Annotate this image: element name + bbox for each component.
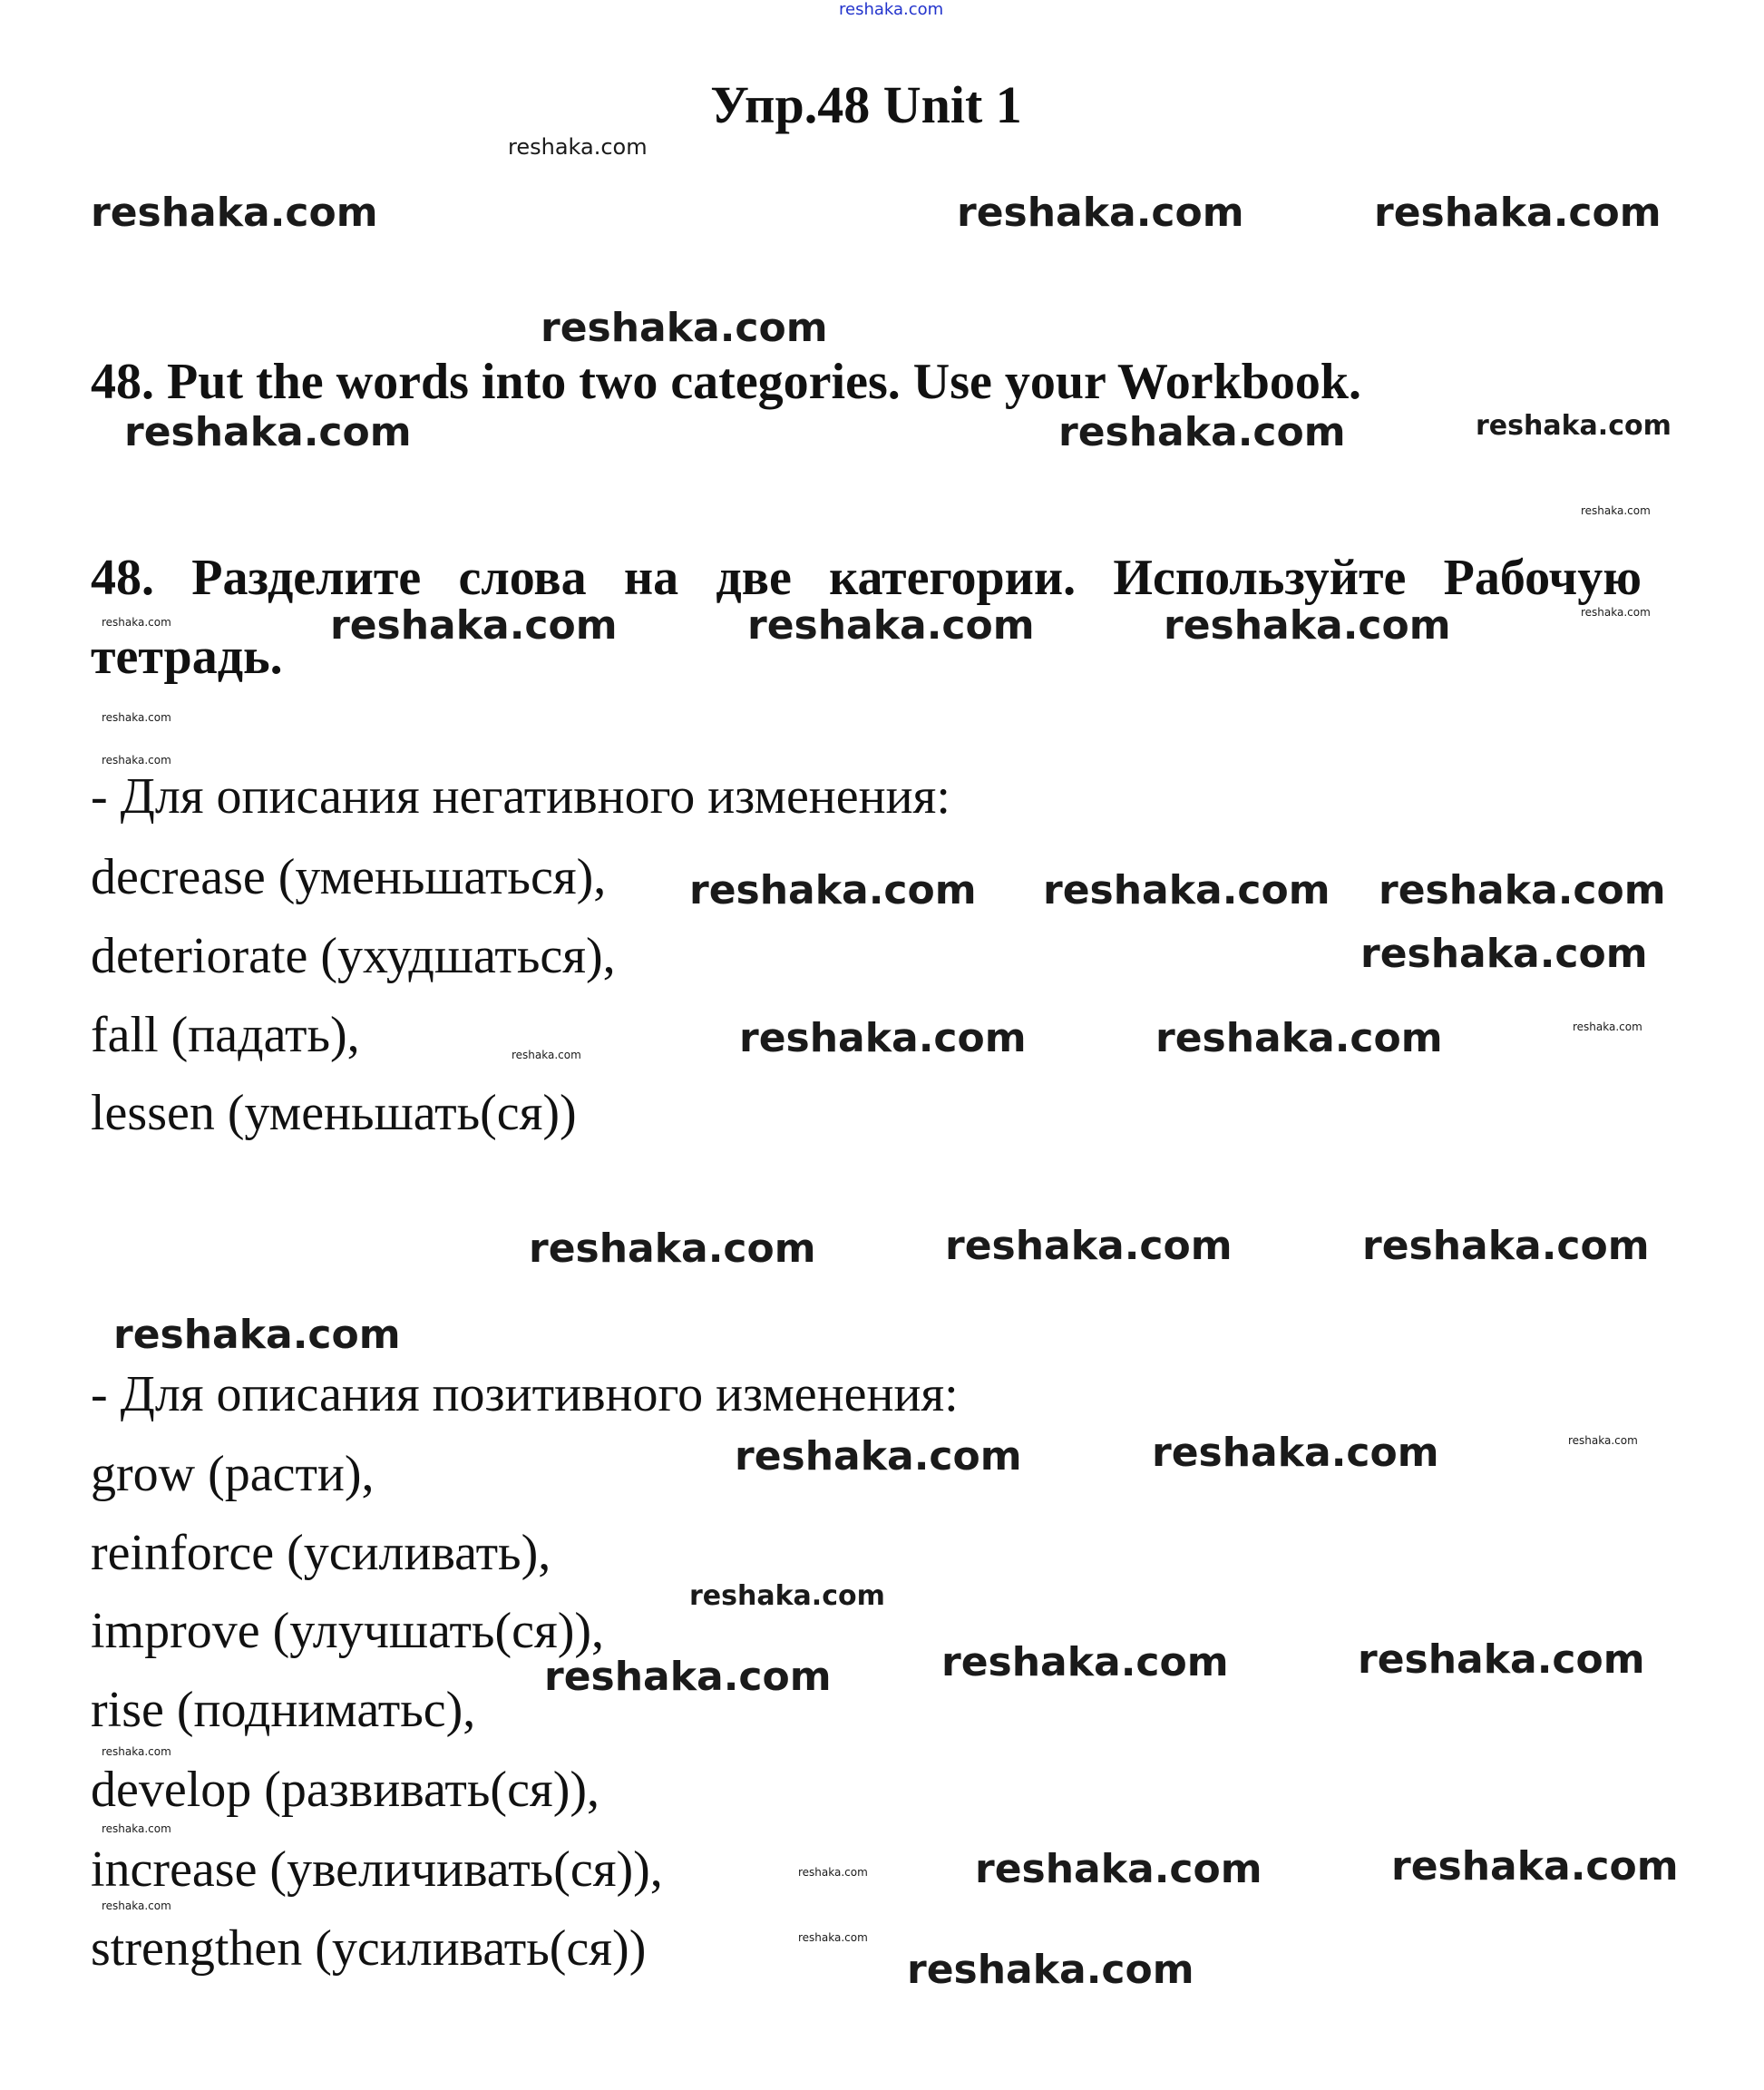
watermark: reshaka.com — [739, 1015, 1027, 1061]
watermark: reshaka.com — [747, 602, 1035, 649]
watermark: reshaka.com — [941, 1639, 1229, 1685]
watermark: reshaka.com — [735, 1433, 1022, 1480]
negative-item: decrease (уменьшаться), — [91, 849, 607, 905]
watermark: reshaka.com — [1568, 1434, 1638, 1447]
watermark: reshaka.com — [529, 1226, 816, 1272]
positive-item: improve (улучшать(ся)), — [91, 1603, 605, 1659]
watermark: reshaka.com — [1152, 1430, 1439, 1476]
watermark: reshaka.com — [512, 1049, 581, 1061]
positive-item: rise (подниматьс), — [91, 1682, 476, 1738]
watermark: reshaka.com — [544, 1654, 832, 1700]
positive-item: grow (расти), — [91, 1446, 375, 1502]
watermark: reshaka.com — [1581, 606, 1651, 619]
watermark: reshaka.com — [124, 409, 412, 455]
watermark: reshaka.com — [102, 1822, 171, 1835]
watermark: reshaka.com — [541, 305, 828, 351]
watermark: reshaka.com — [1155, 1015, 1443, 1061]
watermark: reshaka.com — [1476, 410, 1671, 442]
watermark: reshaka.com — [839, 0, 944, 19]
positive-item: strengthen (усиливать(ся)) — [91, 1920, 647, 1977]
watermark: reshaka.com — [798, 1931, 868, 1944]
page-title: Упр.48 Unit 1 — [710, 75, 1022, 134]
watermark: reshaka.com — [113, 1312, 401, 1358]
watermark: reshaka.com — [102, 616, 171, 629]
negative-heading: - Для описания негативного изменения: — [91, 768, 950, 825]
task-russian-line2: тетрадь. — [91, 629, 283, 685]
negative-item: deteriorate (ухудшаться), — [91, 928, 616, 984]
positive-item: reinforce (усиливать), — [91, 1525, 551, 1581]
watermark: reshaka.com — [907, 1947, 1194, 1993]
watermark: reshaka.com — [102, 1745, 171, 1758]
positive-item: develop (развивать(ся)), — [91, 1762, 599, 1818]
positive-item: increase (увеличивать(ся)), — [91, 1841, 663, 1898]
watermark: reshaka.com — [798, 1866, 868, 1879]
watermark: reshaka.com — [1573, 1021, 1642, 1033]
watermark: reshaka.com — [102, 711, 171, 724]
watermark: reshaka.com — [1581, 504, 1651, 517]
watermark: reshaka.com — [1358, 1636, 1645, 1683]
negative-item: fall (падать), — [91, 1007, 360, 1063]
watermark: reshaka.com — [689, 1580, 885, 1612]
negative-item: lessen (уменьшать(ся)) — [91, 1085, 577, 1141]
positive-heading: - Для описания позитивного изменения: — [91, 1366, 959, 1422]
watermark: reshaka.com — [508, 134, 648, 160]
task-english: 48. Put the words into two categories. Use your Workbook. — [91, 354, 1362, 410]
watermark: reshaka.com — [1360, 931, 1648, 977]
watermark: reshaka.com — [689, 867, 977, 913]
watermark: reshaka.com — [1362, 1223, 1650, 1269]
watermark: reshaka.com — [102, 1900, 171, 1912]
watermark: reshaka.com — [91, 190, 378, 236]
watermark: reshaka.com — [1164, 602, 1451, 649]
watermark: reshaka.com — [102, 754, 171, 767]
watermark: reshaka.com — [1043, 867, 1330, 913]
watermark: reshaka.com — [945, 1223, 1233, 1269]
task-russian-line1: 48. Разделите слова на две категории. Используйте Рабочую — [91, 550, 1642, 606]
watermark: reshaka.com — [957, 190, 1244, 236]
watermark: reshaka.com — [1058, 409, 1346, 455]
watermark: reshaka.com — [330, 602, 618, 649]
watermark: reshaka.com — [975, 1846, 1262, 1892]
watermark: reshaka.com — [1379, 867, 1666, 913]
watermark: reshaka.com — [1391, 1843, 1679, 1890]
watermark: reshaka.com — [1374, 190, 1662, 236]
